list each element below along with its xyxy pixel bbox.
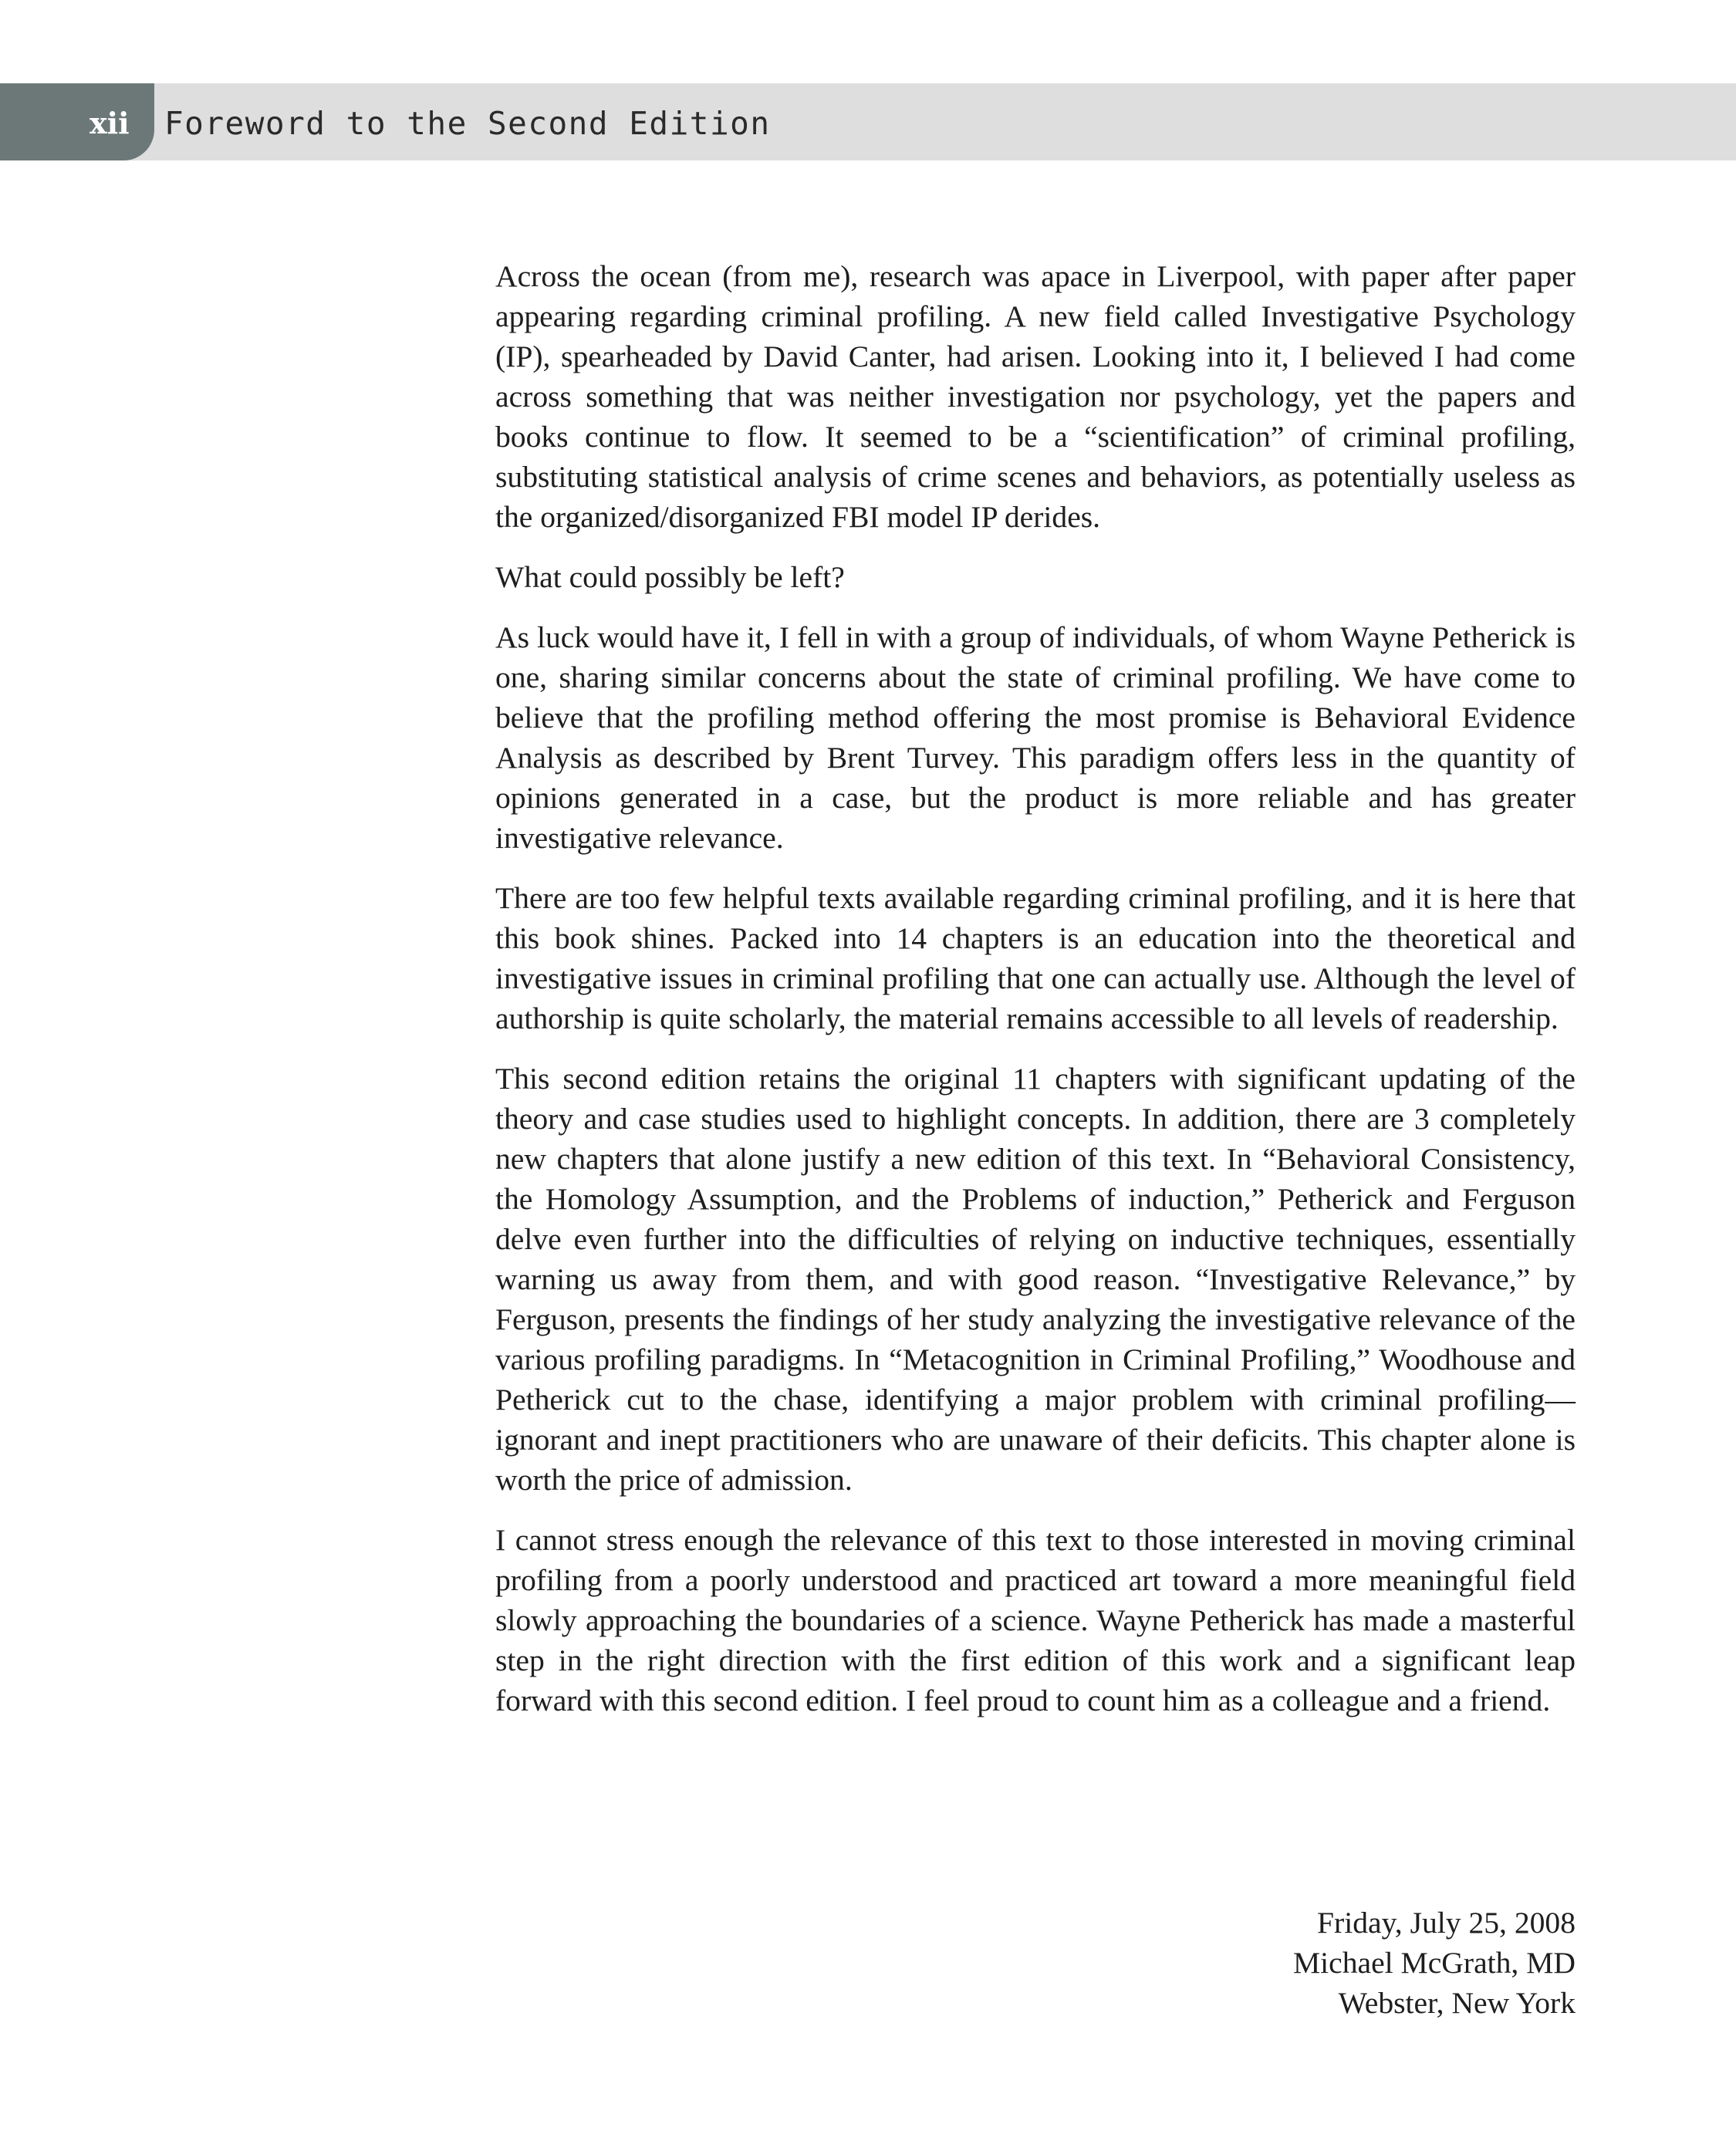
signature-date: Friday, July 25, 2008 xyxy=(1317,1906,1576,1940)
paragraph: Across the ocean (from me), research was apace in Liverpool, with paper after paper appearing regarding criminal profiling. A new field called Investigative Psychology (IP), spearheaded by David Canter, had arisen. Looking into it, I believed I had come across something that was neither investigation nor psychology, yet the papers and books continue to flow. It seemed to be a “scientification” of criminal profiling, substituting statistical analysis of crime scenes and behaviors, as potentially useless as the organized/disorganized FBI model IP derides. xyxy=(495,259,1576,534)
paragraph: What could possibly be left? xyxy=(495,560,845,594)
running-title: Foreword to the Second Edition xyxy=(164,105,771,142)
paragraph: I cannot stress enough the relevance of this text to those interested in moving criminal profiling from a poorly understood and practiced art toward a more meaningful field slowly approaching the boundaries of a science. Wayne Petherick has made a masterful step in the right direction with the first edition of this work and a significant leap forward with this second edition. I feel proud to count him as a colleague and a friend. xyxy=(495,1523,1576,1717)
signature-location: Webster, New York xyxy=(1338,1986,1576,2020)
paragraph: This second edition retains the original 11 chapters with significant updating of the theory and case studies used to highlight concepts. In addition, there are 3 completely new chapters that alone justify a new edition of this text. In “Behavioral Consistency, the Homology Assumption, and the Problems of induction,” Petherick and Ferguson delve even further into the difficulties of relying on inductive techniques, essentially warning us away from them, and with good reason. “Investigative Relevance,” by Ferguson, presents the findings of her study analyzing the investigative relevance of the various profiling paradigms. In “Metacognition in Criminal Profiling,” Woodhouse and Petherick cut to the chase, identifying a major problem with criminal profiling—ignorant and inept practitioners who are unaware of their deficits. This chapter alone is worth the price of admission. xyxy=(495,1062,1576,1497)
paragraph: There are too few helpful texts available regarding criminal profiling, and it is here that this book shines. Packed into 14 chapters is an education into the theoretical and investigative issues in criminal profiling that one can actually use. Although the level of authorship is quite scholarly, the material remains accessible to all levels of readership. xyxy=(495,881,1576,1035)
paragraph: As luck would have it, I fell in with a group of individuals, of whom Wayne Petherick is one, sharing similar concerns about the state of criminal profiling. We have come to believe that the profiling method offering the most promise is Behavioral Evidence Analysis as described by Brent Turvey. This paradigm offers less in the quantity of opinions generated in a case, but the product is more reliable and has greater investigative relevance. xyxy=(495,620,1576,855)
page-number-tab xyxy=(0,83,154,160)
page-number: xii xyxy=(90,106,130,140)
signature-block xyxy=(495,1903,1576,2023)
foreword-body xyxy=(495,256,1576,1741)
signature-name: Michael McGrath, MD xyxy=(1292,1946,1576,1980)
